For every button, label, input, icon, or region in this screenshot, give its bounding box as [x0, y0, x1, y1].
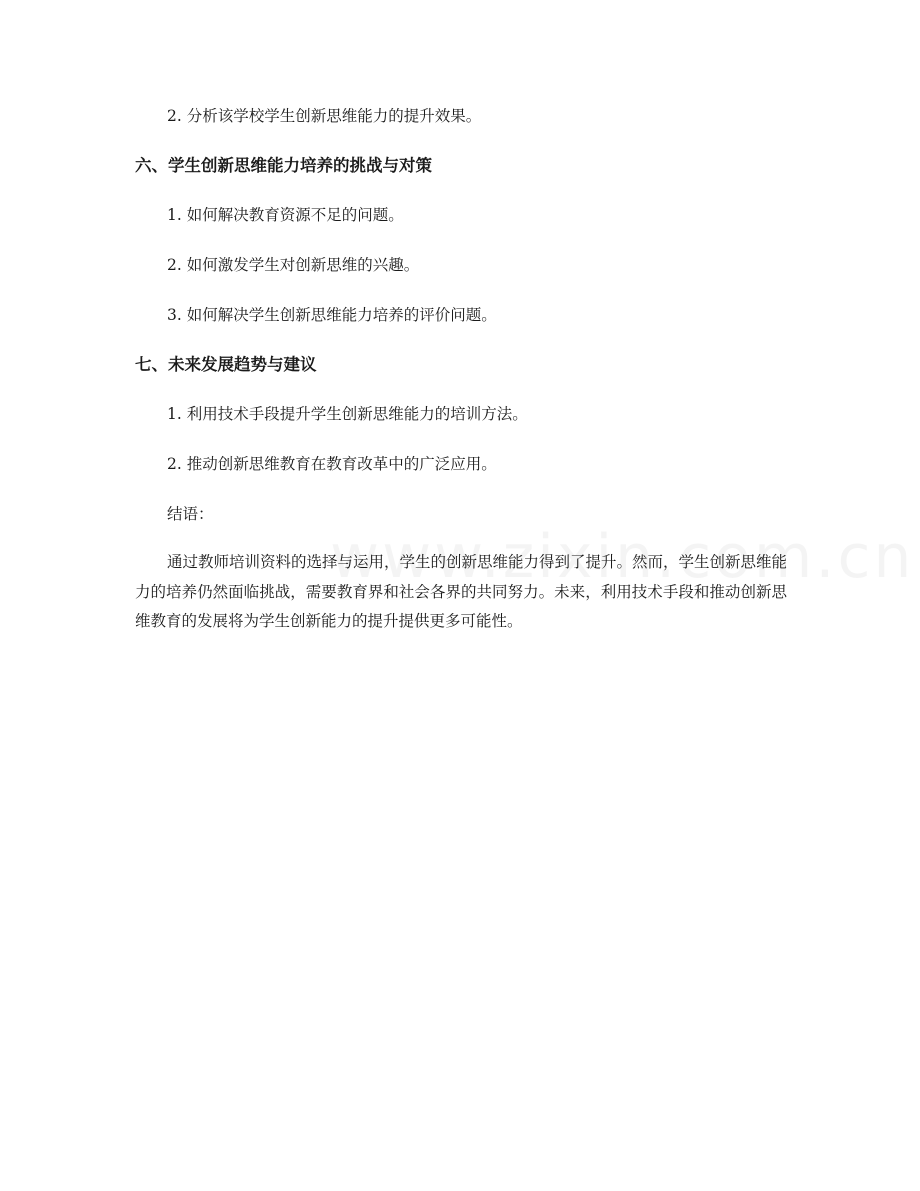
list-item: 2. 推动创新思维教育在教育改革中的广泛应用。: [167, 455, 497, 473]
list-item: 1. 利用技术手段提升学生创新思维能力的培训方法。: [167, 405, 528, 423]
section-heading-future-trends: 七、未来发展趋势与建议: [135, 355, 317, 374]
closing-paragraph: 通过教师培训资料的选择与运用，学生的创新思维能力得到了提升。然而，学生创新思维能力的培养仍然面临挑战，需要教育界和社会各界的共同努力。未来，利用技术手段和推动创新思维教育的发展将为学生创新能力的提升提供更多可能性。: [135, 553, 788, 630]
document-body: [135, 104, 787, 637]
list-item: 3. 如何解决学生创新思维能力培养的评价问题。: [167, 306, 497, 324]
section-heading-challenges: 六、学生创新思维能力培养的挑战与对策: [135, 156, 432, 175]
list-item: 1. 如何解决教育资源不足的问题。: [167, 206, 404, 224]
closing-label: 结语：: [167, 505, 214, 523]
list-item: 2. 如何激发学生对创新思维的兴趣。: [167, 256, 420, 274]
list-item: 2. 分析该学校学生创新思维能力的提升效果。: [167, 107, 482, 125]
